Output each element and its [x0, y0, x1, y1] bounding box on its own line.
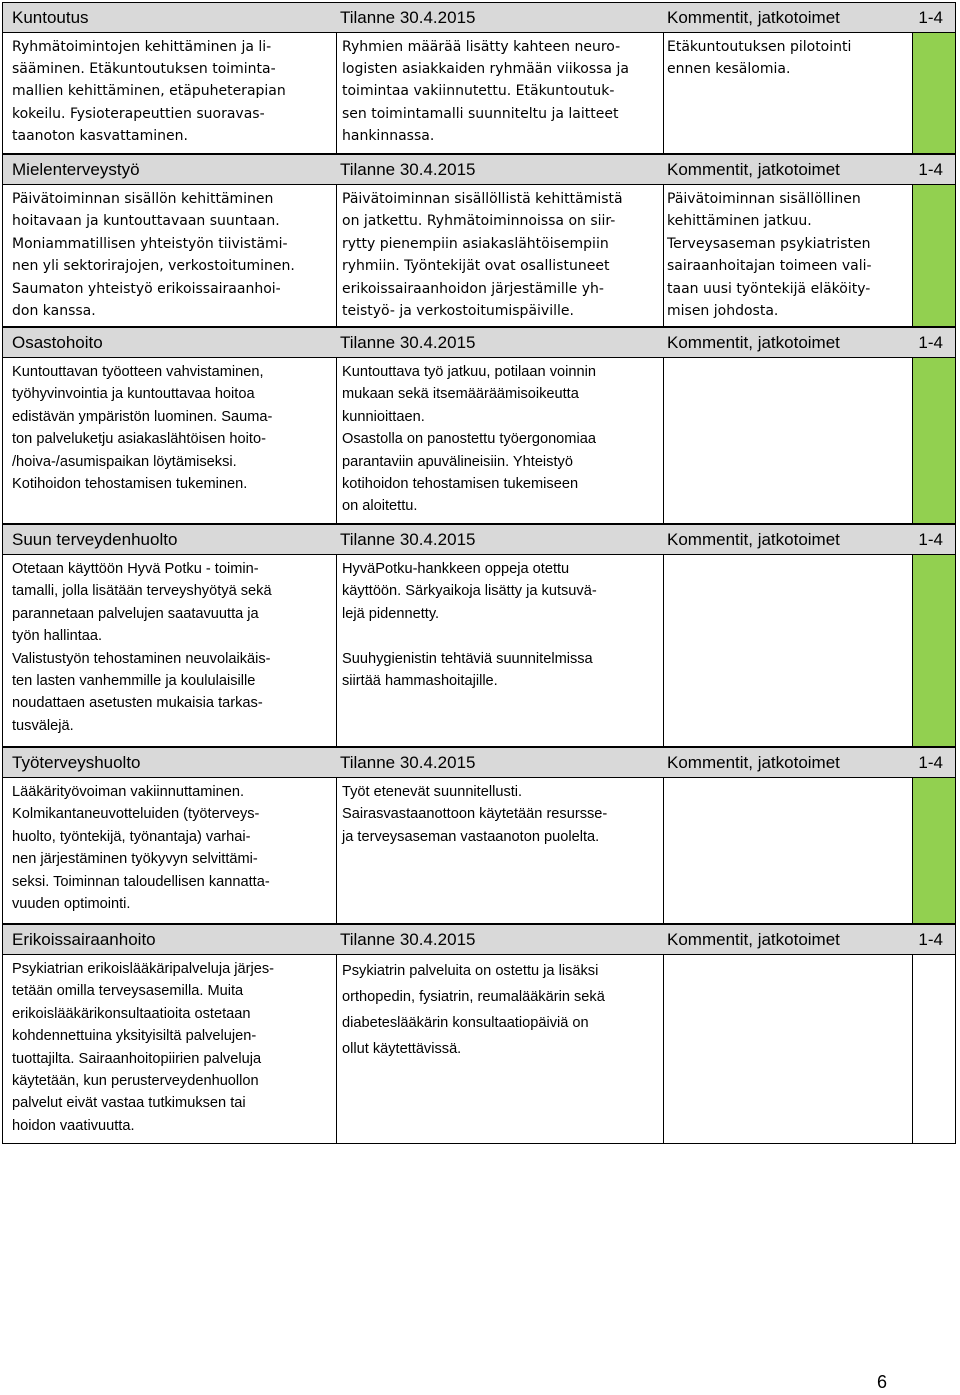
section-title: Työterveyshuolto [12, 752, 141, 772]
status-heading: Tilanne 30.4.2015 [340, 332, 476, 352]
section-header-kuntoutus [2, 2, 956, 32]
status-cell: Työt etenevät suunnitellusti. Sairasvastaanottoon käytetään resursse- ja terveysaseman vastaanoton puolelta. [337, 778, 664, 923]
status-indicator [913, 555, 955, 746]
comments-cell [664, 358, 913, 523]
comments-heading: Kommentit, jatkotoimet [667, 752, 840, 772]
section-body-osastohoito [2, 357, 956, 524]
scale-heading: 1-4 [918, 159, 943, 179]
goals-cell: Kuntouttavan työotteen vahvistaminen, työhyvinvointia ja kuntouttavaa hoitoa edistävän ympäristön luominen. Saumа- ton palveluketju asiakaslähtöisen hoito- /hoiva-/asumispaikan löytämiseksi. Kotihoidon tehostamisen tukeminen. [3, 358, 337, 523]
scale-heading: 1-4 [918, 529, 943, 549]
status-cell: Päivätoiminnan sisällöllistä kehittämistä on jatkettu. Ryhmätoiminnoissa on siir- rytty pienempiin asiakaslähtöisempiin ryhmiin. Työntekijät ovat osallistuneet erikoissairaanhoidon järjestämille yh- teistyö- ja verkostoitumispäiville. [337, 185, 664, 326]
comments-heading: Kommentit, jatkotoimet [667, 159, 840, 179]
section-title: Suun terveydenhuolto [12, 529, 178, 549]
status-heading: Tilanne 30.4.2015 [340, 7, 476, 27]
section-body-kuntoutus [2, 32, 956, 154]
goals-cell: Psykiatrian erikoislääkäripalveluja järjes- tetään omilla terveysasemilla. Muita erikoislääkärikonsultaatioita ostetaan kohdennettuina yksityisiltä palvelujen- tuottajilta. Sairaanhoitopiirien palveluja käytetään, kun perusterveydenhuollon palvelut eivät vastaa tutkimuksen tai hoidon vaativuutta. [3, 955, 337, 1143]
comments-heading: Kommentit, jatkotoimet [667, 7, 840, 27]
section-body-erikoissairaanhoito [2, 954, 956, 1144]
section-title: Osastohoito [12, 332, 103, 352]
section-header-osastohoito [2, 327, 956, 357]
section-title: Mielenterveystyö [12, 159, 140, 179]
status-cell: HyväPotku-hankkeen oppeja otettu käyttöön. Särkyaikoja lisätty ja kutsuvä- lejä pidennetty. Suuhygienistin tehtäviä suunnitelmissa siirtää hammashoitajille. [337, 555, 664, 746]
status-table [2, 2, 956, 1144]
status-indicator [913, 358, 955, 523]
section-body-mielenterveystyo [2, 184, 956, 327]
scale-heading: 1-4 [918, 7, 943, 27]
comments-heading: Kommentit, jatkotoimet [667, 929, 840, 949]
scale-heading: 1-4 [918, 752, 943, 772]
comments-cell [664, 778, 913, 923]
section-title: Kuntoutus [12, 7, 89, 27]
comments-cell [664, 555, 913, 746]
status-cell: Kuntouttava työ jatkuu, potilaan voinnin mukaan sekä itsemääräämisoikeutta kunnioittaen. Osastolla on panostettu työergonomiaa parantaviin apuvälineisiin. Yhteistyö kotihoidon tehostamisen tukemiseen on aloitettu. [337, 358, 664, 523]
comments-heading: Kommentit, jatkotoimet [667, 332, 840, 352]
section-title: Erikoissairaanhoito [12, 929, 156, 949]
status-cell: Psykiatrin palveluita on ostettu ja lisäksi orthopedin, fysiatrin, reumalääkärin sekä diabeteslääkärin konsultaatiopäiviä on ollut käytettävissä. [337, 955, 664, 1143]
status-indicator [913, 33, 955, 153]
comments-cell: Etäkuntoutuksen pilotointi ennen kesälomia. [664, 33, 913, 153]
section-body-tyoterveyshuolto [2, 777, 956, 924]
status-indicator [913, 955, 955, 1143]
section-body-suun-terveydenhuolto [2, 554, 956, 747]
status-heading: Tilanne 30.4.2015 [340, 929, 476, 949]
section-header-tyoterveyshuolto [2, 747, 956, 777]
goals-cell: Lääkärityövoiman vakiinnuttaminen. Kolmikantaneuvotteluiden (työterveys- huolto, työntekijä, työnantaja) varhai- nen järjestäminen työkyvyn selvittämi- seksi. Toiminnan taloudellisen kannatta- vuuden optimointi. [3, 778, 337, 923]
status-heading: Tilanne 30.4.2015 [340, 159, 476, 179]
status-cell: Ryhmien määrää lisätty kahteen neuro- logisten asiakkaiden ryhmään viikossa ja toimintaa vakiinnutettu. Etäkuntoutuk- sen toimintamalli suunniteltu ja laitteet hankinnassa. [337, 33, 664, 153]
scale-heading: 1-4 [918, 332, 943, 352]
section-header-mielenterveystyo [2, 154, 956, 184]
goals-cell: Päivätoiminnan sisällön kehittäminen hoitavaan ja kuntouttavaan suuntaan. Moniammatillisen yhteistyön tiivistämi- nen yli sektorirajojen, verkostoituminen. Saumaton yhteistyö erikoissairaanhoi- don kanssa. [3, 185, 337, 326]
page-number: 6 [877, 1372, 888, 1392]
comments-heading: Kommentit, jatkotoimet [667, 529, 840, 549]
comments-cell [664, 955, 913, 1143]
scale-heading: 1-4 [918, 929, 943, 949]
goals-cell: Otetaan käyttöön Hyvä Potku - toimin- tamalli, jolla lisätään terveyshyötyä sekä parannetaan palvelujen saatavuutta ja työn hallintaa. Valistustyön tehostaminen neuvolaikäis- ten lasten vanhemmille ja koululaisille noudattaen asetusten mukaisia tarkas- tusvälejä. [3, 555, 337, 746]
status-heading: Tilanne 30.4.2015 [340, 529, 476, 549]
comments-cell: Päivätoiminnan sisällöllinen kehittäminen jatkuu. Terveysaseman psykiatristen sairaanhoitajan toimeen vali- taan uusi työntekijä eläköity- misen johdosta. [664, 185, 913, 326]
status-heading: Tilanne 30.4.2015 [340, 752, 476, 772]
status-indicator [913, 185, 955, 326]
section-header-erikoissairaanhoito [2, 924, 956, 954]
status-indicator [913, 778, 955, 923]
goals-cell: Ryhmätoimintojen kehittäminen ja li- sääminen. Etäkuntoutuksen toiminta- mallien kehittäminen, etäpuheterapian kokeilu. Fysioterapeuttien suoravas- taanoton kasvattaminen. [3, 33, 337, 153]
section-header-suun-terveydenhuolto [2, 524, 956, 554]
